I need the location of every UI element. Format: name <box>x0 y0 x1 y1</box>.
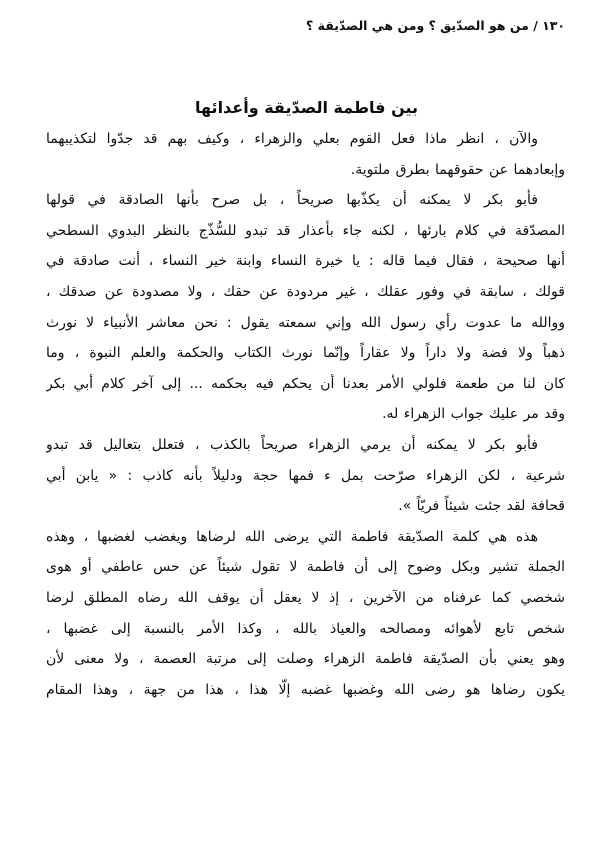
text-line: الجملة تشير وبكل وضوح إلى أن فاطمة لا تقول شيئاً عن حس عاطفي أو هوى <box>46 559 565 576</box>
paragraph-4 <box>46 522 565 706</box>
text-line: هذه هي كلمة الصدّيقة فاطمة التي يرضى الله لرضاها ويغضب لغضبها ، وهذه <box>46 528 538 545</box>
text-line: وقد مر عليك جواب الزهراء له. <box>382 406 565 423</box>
paragraph-2 <box>46 185 565 430</box>
running-head: ١٣٠ / من هو الصدّيق ؟ ومن هي الصدّيقة ؟ <box>306 18 565 33</box>
text-line: والآن ، انظر ماذا فعل القوم بعلي والزهراء ، وكيف بهم قد جدّوا لتكذيبهما <box>46 131 538 147</box>
text-line: يكون رضاها هو رضى الله وغضبها غضبه إلّا هذا ، هذا من جهة ، وهذا المقام <box>46 681 565 698</box>
text-line: شخصي كما عرفناه من الآخرين ، إذ لا يعقل أن يوقف الله رضاه المطلق لرضا <box>46 589 565 606</box>
text-line: شرعية ، لكن الزهراء صرّحت بمل ء فمها حجة ودليلاً بأنه كاذب : « يابن أبي <box>46 467 565 484</box>
text-line: وإبعادهما عن حقوقهما بطرق ملتوية. <box>350 161 565 178</box>
text-line: فأبو بكر لا يمكنه أن يرمي الزهراء صريحاً بالكذب ، فتعلل بتعاليل قد تبدو <box>46 436 538 453</box>
paragraph-3 <box>46 430 565 522</box>
text-line: قحافة لقد جئت شيئاً فريّاً ». <box>398 498 565 515</box>
text-line: ذهباً ولا فضة ولا داراً ولا عقاراً وإنّما نورث الكتاب والحكمة والعلم النبوة ، وما <box>46 345 565 362</box>
body-text <box>46 124 565 705</box>
text-line: فأبو بكر لا يمكنه أن يكذّبها صريحاً ، بل صرح بأنها الصادقة في قولها <box>46 192 538 209</box>
text-line: وهو يعني بأن الصدّيقة فاطمة الزهراء وصلت إلى مرتبة العصمة ، ولا معنى لأن <box>46 651 565 668</box>
text-line: ووالله ما عدوت رأي رسول الله وإني سمعته يقول : نحن معاشر الأنبياء لا نورث <box>46 314 565 331</box>
paragraph-1 <box>46 124 565 185</box>
text-line: شخص تابع لأهوائه ومصالحه والعياذ بالله ، وكذا الأمر بالنسبة إلى غضبها ، <box>46 620 565 637</box>
text-line: قولك ، سابقة في وفور عقلك ، غير مردودة عن حقك ، ولا مصدودة عن صدقك ، <box>46 283 565 300</box>
text-line: أنها صحيحة ، فقال فيما قاله : يا خيرة النساء وابنة خير النساء ، أنت صادقة في <box>46 253 565 270</box>
section-title: بين فاطمة الصدّيقة وأعدائها <box>194 98 419 117</box>
text-line: المصدّقة في كلام بارئها ، لكنه جاء بأعذار قد تبدو للسُّذّج بالنظر البدوي السطحي <box>46 222 565 239</box>
text-line: كان لنا من طعمة فلولي الأمر بعدنا أن يحكم فيه بحكمه ... إلى آخر كلام أبي بكر <box>46 375 565 392</box>
